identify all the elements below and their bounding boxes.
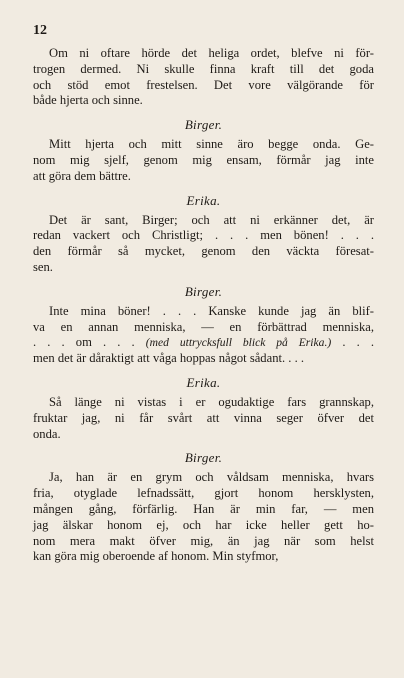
paragraph [33,46,374,109]
text-line: Om ni oftare hörde det heliga ordet, blefve ni för- [49,46,374,60]
text-line: både hjerta och sinne. [33,93,143,108]
text-line: redan vackert och Christligt; . . . men bönen! . . . [33,228,374,243]
text-line: . . . om . . . (med uttrycksfull blick på Erika.) . . . [33,335,375,350]
speaker-name: Birger. [184,283,223,299]
text-line: Ja, han är en grym och våldsam menniska, hvars [49,470,374,485]
text-line: nom mig sjelf, genom mig ensam, förmår jag inte [33,152,374,167]
paragraph [33,304,374,367]
text-line: nom mera makt öfver mig, än jag när som helst [33,533,374,548]
speaker-name: Erika. [186,374,221,390]
text-line: jag älskar honom ej, och har icke heller gett ho- [33,517,374,532]
paragraph [33,395,374,442]
page-number: 12 [33,23,47,38]
text-line: Det är sant, Birger; och att ni erkänner det, är [49,212,374,227]
text-line: fruktar jag, ni får svårt att vinna seger öfver det [33,410,374,425]
text-line: kan göra mig oberoende af honom. Min styfmor, [33,549,279,564]
paragraph [33,470,374,565]
text-line: sen. [33,259,53,274]
text-line: mången gång, förfärlig. Han är min far, — men [33,501,374,516]
text-line: Så länge ni vistas i er ogudaktige fars grannskap, [49,394,374,409]
speaker-name: Birger. [184,117,223,133]
text-line: trogen dermed. Ni skulle finna kraft till det goda [33,61,374,76]
text-line: va en annan menniska, — en förbättrad menniska, [33,319,374,334]
speaker-name: Birger. [184,450,223,466]
text-line: onda. [33,426,61,441]
paragraph [33,213,374,276]
speaker-name: Erika. [186,192,221,208]
paragraph [33,137,374,184]
text-line: Mitt hjerta och mitt sinne äro begge onda. Ge- [49,137,374,152]
text-line: den förmår så mycket, genom den väckta föresat- [33,244,374,259]
text-line: men det är dåraktigt att våga hoppas något sådant. . . . [33,351,305,366]
text-line: Inte mina böner! . . . Kanske kunde jag än blif- [49,303,374,318]
page-text [33,46,374,565]
stage-direction: (med uttrycksfull blick på Erika.) [145,336,332,350]
text-line: att göra dem bättre. [33,168,131,183]
text-line: och stöd emot frestelsen. Det vore välgörande för [33,77,374,92]
text-line: fria, otyglade lefnadssätt, gjort honom hersklysten, [33,486,374,501]
